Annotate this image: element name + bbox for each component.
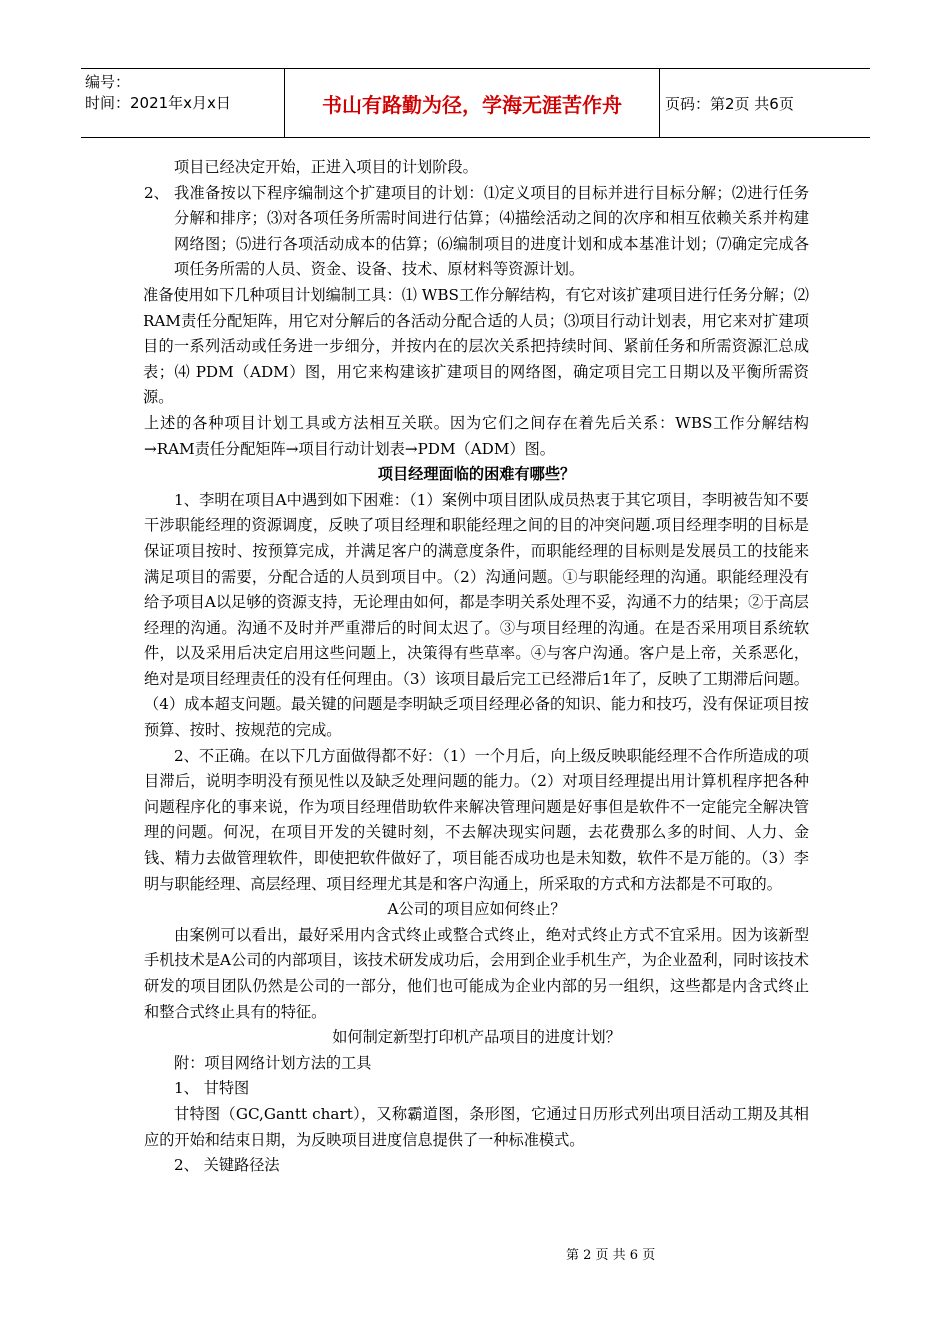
section-heading-termination: A公司的项目应如何终止？ [387,900,566,919]
footer-page-number: 第 2 页 共 6 页 [566,1248,656,1263]
paragraph-intro: 项目已经决定开始，正进入项目的计划阶段。 [174,158,478,176]
header-meta [81,69,285,137]
header-time: 时间：2021年x月x日 [85,94,231,112]
section-heading-schedule: 如何制定新型打印机产品项目的进度计划？ [332,1028,621,1047]
paragraph-cpm-title: 2、 关键路径法 [174,1156,280,1175]
paragraph-gantt-title: 1、 甘特图 [174,1079,250,1098]
document-body [144,155,809,1179]
paragraph-tools: 准备使用如下几种项目计划编制工具：⑴ WBS工作分解结构，有它对该扩建项目进行任务分解；⑵ RAM责任分配矩阵，用它对分解后的各活动分配合适的人员；⑶项目行动计划表，用它来对扩建项目的一系列活动或任务进一步细分，并按内在的层次关系把持续时间、紧前任务和所需资源汇总成表；⑷ PDM（ADM）图，用它来构建该扩建项目的网络图，确定项目完工日期以及平衡所需资源。 [143,285,809,407]
paragraph-difficulties-2: 2、不正确。在以下几方面做得都不好：（1）一个月后，向上级反映职能经理不合作所造成的项目滞后，说明李明没有预见性以及缺乏处理问题的能力。（2）对项目经理提出用计算机程序把各种问题程序化的事来说，作为项目经理借助软件来解决管理问题是好事但是软件不一定能完全解决管理的问题。何况，在项目开发的关键时刻，不去解决现实问题，去花费那么多的时间、人力、金钱、精力去做管理软件，即使把软件做好了，项目能否成功也是未知数，软件不是万能的。（3）李明与职能经理、高层经理、项目经理尤其是和客户沟通上，所采取的方式和方法都是不可取的。 [144,746,809,893]
paragraph-termination: 由案例可以看出，最好采用内含式终止或整合式终止，绝对式终止方式不宜采用。因为该新型手机技术是A公司的内部项目，该技术研发成功后，会用到企业手机生产，为企业盈利，同时该技术研发的项目团队仍然是公司的一部分，他们也可能成为企业内部的另一组织，这些都是内含式终止和整合式终止具有的特征。 [144,925,809,1021]
header-motto: 书山有路勤为径，学海无涯苦作舟 [285,69,660,137]
list-item-plan-steps [144,181,809,283]
paragraph-difficulties-1: 1、李明在项目A中遇到如下困难：（1）案例中项目团队成员热衷于其它项目，李明被告知不要干涉职能经理的资源调度，反映了项目经理和职能经理之间的目的冲突问题.项目经理李明的目标是保证项目按时、按预算完成，并满足客户的满意度条件，而职能经理的目标则是发展员工的技能来满足项目的需要，分配合适的人员到项目中。（2）沟通问题。①与职能经理的沟通。职能经理没有给予项目A以足够的资源支持，无论理由如何，都是李明关系处理不妥，沟通不力的结果；②于高层经理的沟通。沟通不及时并严重滞后的时间太迟了。③与项目经理的沟通。在是否采用项目系统软件，以及采用后决定启用这些问题上，决策得有些草率。④与客户沟通。客户是上帝，关系恶化，绝对是项目经理责任的没有任何理由。（3）该项目最后完工已经滞后1年了，反映了工期滞后问题。（4）成本超支问题。最关键的问题是李明缺乏项目经理必备的知识、能力和技巧，没有保证项目按预算、按时、按规范的完成。 [144,490,809,740]
paragraph-gantt: 甘特图（GC,Gantt chart），又称霸道图，条形图，它通过日历形式列出项目活动工期及其相应的开始和结束日期，为反映项目进度信息提供了一种标准模式。 [144,1104,809,1149]
section-heading-difficulties: 项目经理面临的困难有哪些？ [377,465,576,484]
list-number: 2、 [144,183,169,202]
paragraph-appendix: 附：项目网络计划方法的工具 [174,1053,372,1072]
header-number: 编号： [85,73,131,91]
paragraph-relation: 上述的各种项目计划工具或方法相互关联。因为它们之间存在着先后关系：WBS工作分解结构→RAM责任分配矩阵→项目行动计划表→PDM（ADM）图。 [144,413,809,458]
header-page-label: 页码：第2页 共6页 [665,94,794,113]
page-header [81,68,870,138]
list-text: 我准备按以下程序编制这个扩建项目的计划：⑴定义项目的目标并进行目标分解；⑵进行任务分解和排序；⑶对各项任务所需时间进行估算；⑷描绘活动之间的次序和相互依赖关系并构建网络图；⑸进行各项活动成本的估算；⑹编制项目的进度计划和成本基准计划；⑺确定完成各项任务所需的人员、资金、设备、技术、原材料等资源计划。 [174,183,809,279]
